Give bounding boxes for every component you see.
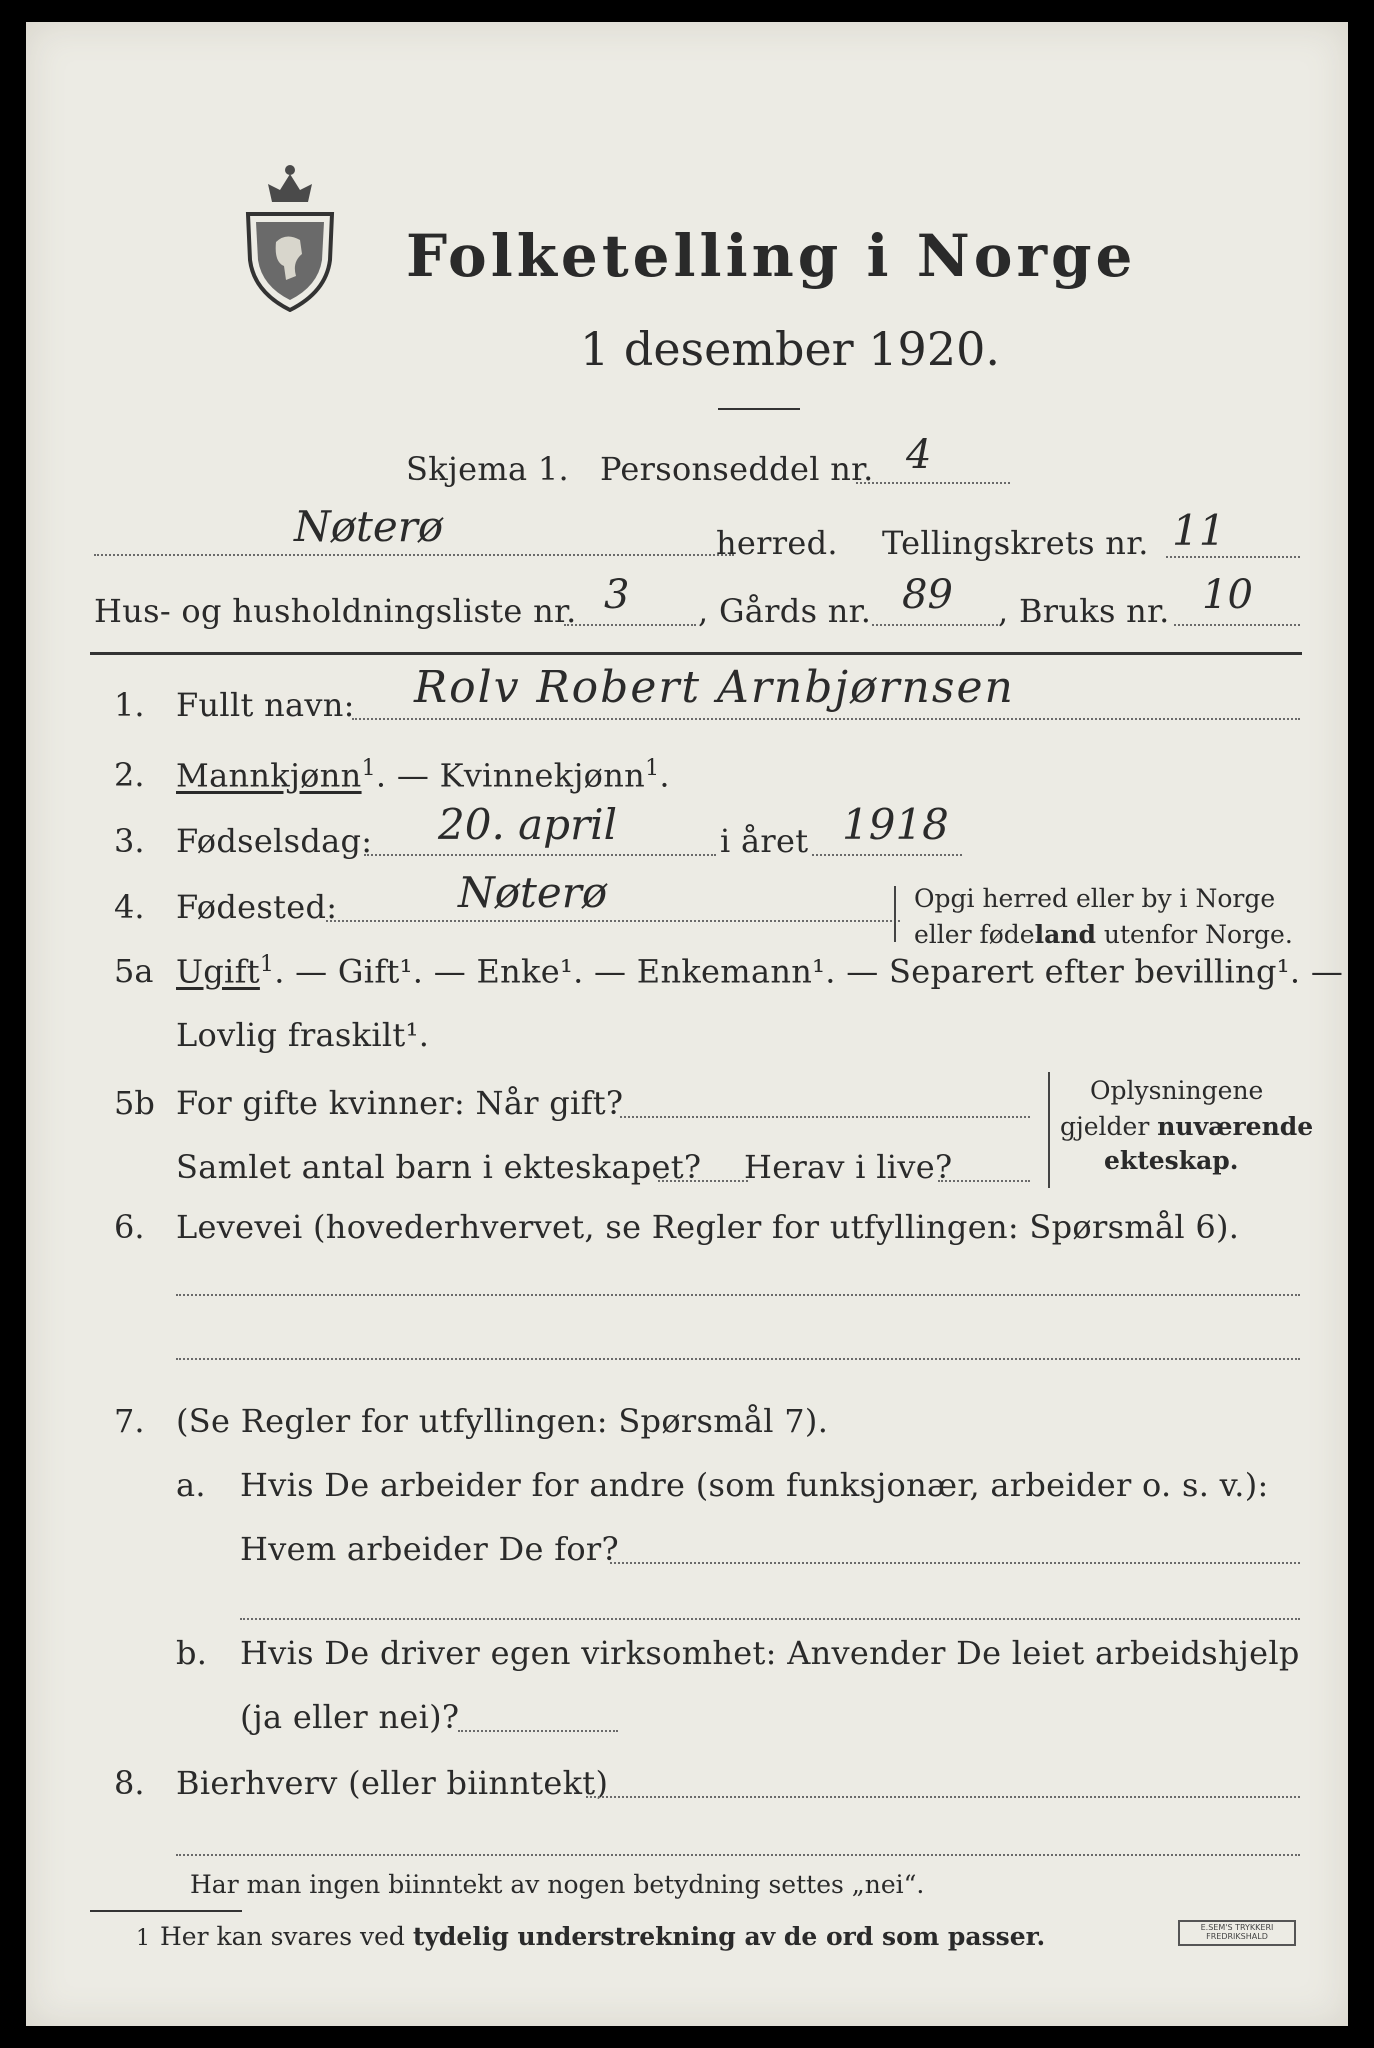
q5b-note-2b: nuværende [1157,1112,1314,1141]
header-divider [90,652,1302,655]
q7b-line2: (ja eller nei)? [240,1698,460,1736]
q5b-note-3 [1104,1146,1238,1175]
q5b-number: 5b [114,1084,155,1122]
personseddel-label: Personseddel nr. [600,450,874,488]
q7a-line2: Hvem arbeider De for? [240,1530,619,1568]
coat-of-arms-icon [242,162,338,312]
tellingskrets-value: 11 [1172,506,1226,555]
q7-label: (Se Regler for utfyllingen: Spørsmål 7). [176,1402,829,1440]
q5a-sup: 1 [259,952,275,977]
footnote-text [160,1922,1045,1951]
q3-label: Fødselsdag: [176,822,373,860]
gards-value: 89 [902,572,953,618]
q5b-note-1: Oplysningene [1090,1076,1264,1105]
q5b-note-3-text: ekteskap. [1104,1146,1239,1175]
q4-note-1: Opgi herred eller by i Norge [914,884,1276,913]
q5b-line1-dots [620,1116,1030,1118]
q4-note-2a: eller føde [914,920,1035,949]
husholdningsliste-value: 3 [604,572,630,618]
q1-value: Rolv Robert Arnbjørnsen [414,662,1015,713]
footnote-text-b: tydelig understrekning av de ord som passer. [412,1922,1046,1951]
q8-label: Bierhverv (eller biinntekt) [176,1764,609,1802]
personseddel-line [856,482,1010,484]
printer-stamp [1178,1920,1296,1946]
q3-aret-label: i året [720,822,809,860]
q5a-line2: Lovlig fraskilt¹. [176,1016,430,1054]
q2-kvinnekjonn: Kvinnekjønn [439,756,646,795]
q7b-letter: b. [176,1634,208,1672]
q4-note-2 [914,920,1293,949]
q4-note-2b: land [1034,920,1096,949]
q3-aret-value: 1918 [842,800,949,849]
herred-value: Nøterø [294,502,444,551]
q4-brace [894,886,900,942]
footnote-divider [90,1910,242,1912]
q8-number: 8. [114,1764,145,1802]
bruks-label: , Bruks nr. [998,592,1170,630]
q4-label: Fødested: [176,888,338,926]
q7b-line1: Hvis De driver egen virksomhet: Anvender De leiet arbeidshjelp [240,1634,1300,1672]
q6-label: Levevei (hovederhvervet, se Regler for utfyllingen: Spørsmål 6). [176,1208,1240,1246]
q5b-note-2a: gjelder [1060,1112,1158,1141]
q5a-number: 5a [114,952,154,990]
title-divider [718,408,800,410]
husholdningsliste-line [564,624,696,626]
q3-line [364,854,716,856]
q5b-line2a-dots [658,1180,748,1182]
q5b-line2b: Herav i live? [744,1148,953,1186]
q7b-line2-dots [458,1730,618,1732]
printer-stamp-line2: FREDRIKSHALD [1206,1931,1268,1941]
q2-mannkjonn: Mannkjønn [176,756,362,795]
q6-line-1 [176,1294,1300,1296]
q8-line [586,1796,1300,1798]
q4-value: Nøterø [458,868,608,917]
q2-separator: . — [375,756,440,795]
gards-line [872,624,998,626]
q3-value: 20. april [438,800,618,849]
q7a-extra-line [240,1618,1300,1620]
q4-line [326,920,900,922]
footnote-mark: 1 [136,1926,150,1951]
q7-number: 7. [114,1402,145,1440]
q5b-line2b-dots [938,1180,1030,1182]
q7a-line1: Hvis De arbeider for andre (som funksjonær, arbeider o. s. v.): [240,1466,1269,1504]
q2-options [176,756,670,795]
form-date: 1 desember 1920. [580,322,1000,376]
q1-line [352,718,1300,720]
husholdningsliste-label: Hus- og husholdningsliste nr. [94,592,577,630]
q3-number: 3. [114,822,145,860]
skjema-label: Skjema 1. [406,450,569,488]
form-title: Folketelling i Norge [406,222,1137,290]
q1-number: 1. [114,686,145,724]
bruks-value: 10 [1202,572,1253,618]
q2-sup-2: 1 [645,756,660,781]
biinntekt-note: Har man ingen biinntekt av nogen betydning settes „nei“. [190,1870,925,1899]
q5a-ugift: Ugift [176,952,260,991]
gards-label: , Gårds nr. [698,592,872,630]
q5a-rest: . — Gift¹. — Enke¹. — Enkemann¹. — Separert efter bevilling¹. — [274,952,1344,991]
q2-sup-1: 1 [361,756,376,781]
q8-extra-line [176,1854,1300,1856]
q6-number: 6. [114,1208,145,1246]
printer-stamp-line1: E.SEM'S TRYKKERI [1200,1923,1274,1932]
q5b-line2a: Samlet antal barn i ekteskapet? [176,1148,702,1186]
tellingskrets-label: Tellingskrets nr. [882,524,1149,562]
census-form [26,22,1348,2026]
q7a-line2-dots [610,1562,1300,1564]
q5b-brace [1048,1072,1054,1188]
bruks-line [1174,624,1300,626]
herred-line [94,554,734,556]
q5a-options [176,952,1343,991]
q4-note-2c: utenfor Norge. [1095,920,1293,949]
q2-number: 2. [114,756,145,794]
q7a-letter: a. [176,1466,206,1504]
q5b-line1: For gifte kvinner: Når gift? [176,1084,624,1122]
personseddel-value: 4 [906,432,932,478]
herred-label: herred. [716,524,838,562]
q6-line-2 [176,1358,1300,1360]
q5b-note-2 [1060,1112,1313,1141]
q3-aret-line [812,854,962,856]
tellingskrets-line [1166,556,1300,558]
q4-number: 4. [114,888,145,926]
footnote-text-a: Her kan svares ved [160,1922,413,1951]
q2-end: . [659,756,670,795]
q1-label: Fullt navn: [176,686,355,724]
